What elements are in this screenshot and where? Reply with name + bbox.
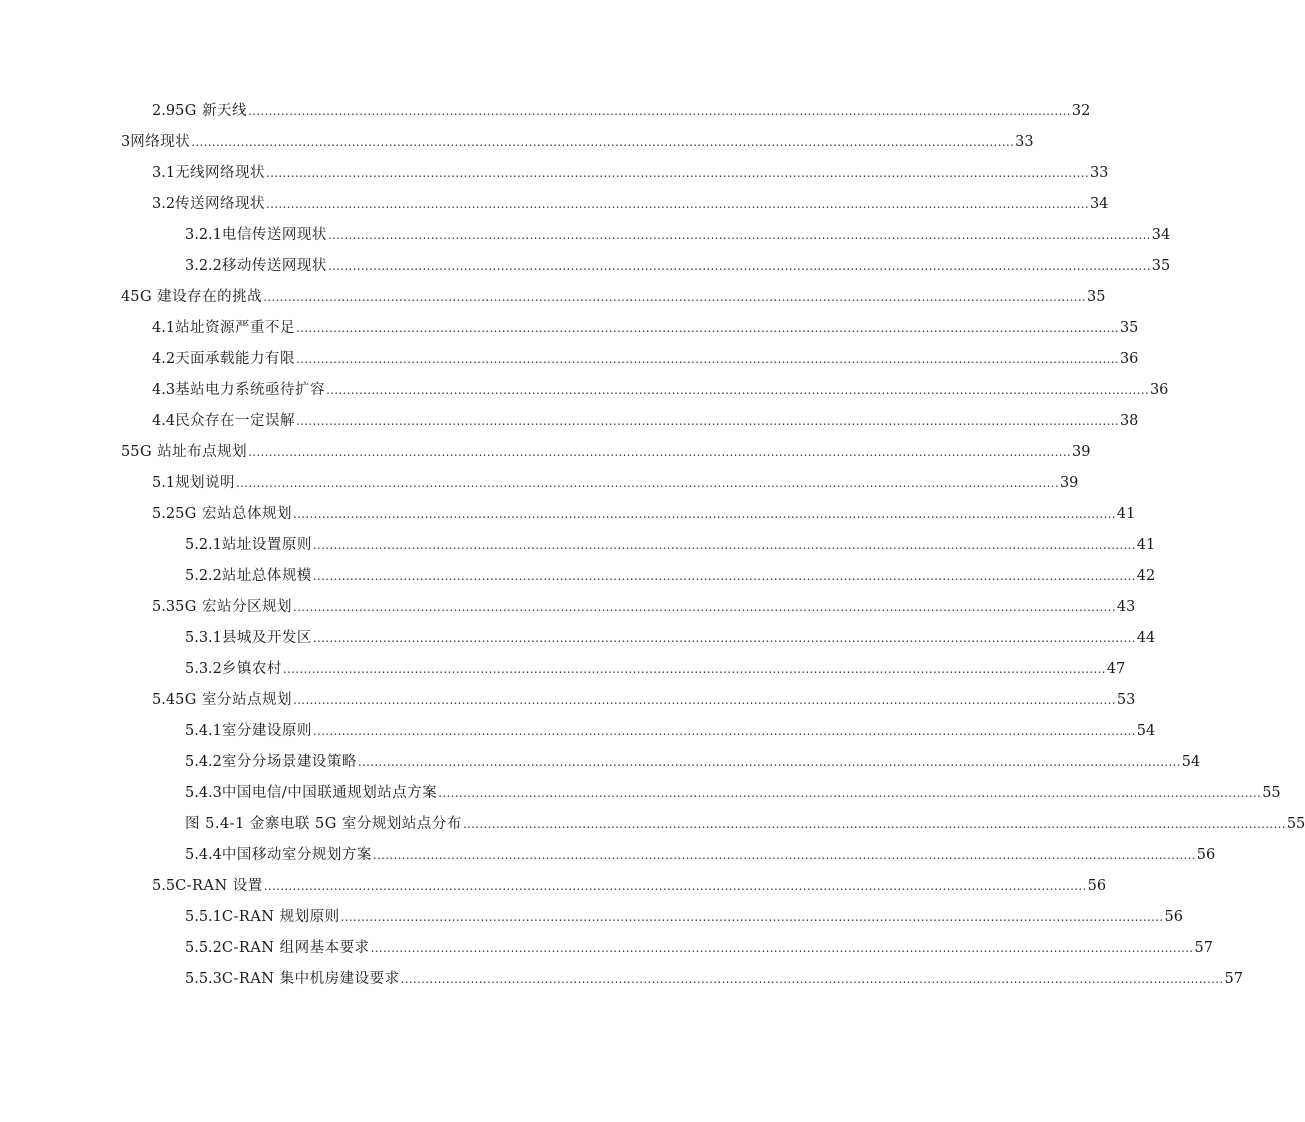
toc-entry-number: 4: [121, 289, 131, 305]
toc-entry-title: 5G 站址布点规划: [130, 444, 248, 460]
toc-entry[interactable]: [0, 902, 1183, 933]
toc-entry-page: 53: [1116, 692, 1136, 708]
toc-entry-page: 33: [1015, 134, 1034, 150]
toc-dot-leader: ........................................................................................................................................................................................................: [247, 104, 1071, 118]
toc-entry-page: 47: [1106, 661, 1126, 677]
toc-entry-number: 4.3: [152, 382, 176, 398]
toc-entry[interactable]: [0, 871, 1107, 902]
toc-dot-leader: ........................................................................................................................................................................................................: [191, 135, 1015, 149]
toc-entry[interactable]: [0, 313, 1139, 344]
toc-entry-number: 5.4: [152, 692, 176, 708]
toc-entry-page: 42: [1136, 568, 1156, 584]
toc-entry[interactable]: [0, 406, 1139, 437]
toc-entry-number: 5.2: [152, 506, 176, 522]
toc-entry-title: 中国移动室分规划方案: [221, 847, 372, 863]
toc-entry-number: 2.9: [152, 103, 176, 119]
toc-entry-page: 57: [1224, 971, 1243, 987]
toc-dot-leader: ........................................................................................................................................................................................................: [340, 910, 1164, 924]
toc-entry-page: 35: [1151, 258, 1171, 274]
toc-entry-page: 32: [1071, 103, 1091, 119]
toc-entry-title: 站址资源严重不足: [175, 320, 296, 336]
toc-entry-number: 5.4.2: [185, 754, 222, 770]
toc-entry[interactable]: [0, 840, 1216, 871]
toc-entry-page: 41: [1116, 506, 1136, 522]
toc-entry-number: 5.3: [152, 599, 176, 615]
toc-entry-number: 3.2.2: [185, 258, 222, 274]
toc-entry-title: 站址设置原则: [221, 537, 312, 553]
toc-entry-number: 4.4: [152, 413, 176, 429]
toc-entry-page: 57: [1194, 940, 1213, 956]
toc-entry-number: 5.4.3: [185, 785, 222, 801]
toc-dot-leader: ........................................................................................................................................................................................................: [296, 321, 1119, 335]
toc-dot-leader: ........................................................................................................................................................................................................: [296, 352, 1119, 366]
toc-entry-page: 55: [1262, 785, 1281, 801]
toc-entry-title: 中国电信/中国联通规划站点方案: [221, 785, 438, 801]
toc-entry-page: 54: [1181, 754, 1201, 770]
toc-dot-leader: ........................................................................................................................................................................................................: [370, 941, 1194, 955]
toc-dot-leader: ........................................................................................................................................................................................................: [263, 290, 1087, 304]
toc-dot-leader: ........................................................................................................................................................................................................: [266, 166, 1089, 180]
toc-dot-leader: ........................................................................................................................................................................................................: [462, 817, 1286, 831]
toc-dot-leader: ........................................................................................................................................................................................................: [327, 228, 1151, 242]
toc-entry-number: 5: [121, 444, 131, 460]
toc-entry-number: 5.1: [152, 475, 176, 491]
toc-entry-page: 54: [1136, 723, 1156, 739]
toc-entry-title: 5G 宏站总体规划: [175, 506, 292, 522]
toc-dot-leader: ........................................................................................................................................................................................................: [263, 879, 1087, 893]
toc-entry-number: 5.2.2: [185, 568, 222, 584]
toc-entry[interactable]: [0, 592, 1136, 623]
toc-figure-entry[interactable]: [0, 809, 1305, 840]
toc-entry-page: 43: [1116, 599, 1136, 615]
toc-entry-number: 3.1: [152, 165, 176, 181]
toc-entry-title: 站址总体规模: [221, 568, 312, 584]
toc-entry-number: 3.2.1: [185, 227, 222, 243]
toc-entry[interactable]: [0, 127, 1034, 158]
toc-dot-leader: ........................................................................................................................................................................................................: [292, 600, 1116, 614]
toc-entry-title: 图 5.4-1 金寨电联 5G 室分规划站点分布: [185, 816, 462, 832]
toc-dot-leader: ........................................................................................................................................................................................................: [292, 507, 1116, 521]
toc-entry-number: 3.2: [152, 196, 176, 212]
toc-entry[interactable]: [0, 716, 1156, 747]
toc-entry-title: 移动传送网现状: [221, 258, 327, 274]
toc-entry-number: 5.5.1: [185, 909, 222, 925]
toc-dot-leader: ........................................................................................................................................................................................................: [312, 724, 1136, 738]
toc-entry[interactable]: [0, 561, 1156, 592]
toc-entry[interactable]: [0, 778, 1281, 809]
toc-entry-number: 5.5.3: [185, 971, 222, 987]
toc-entry-title: 5G 建设存在的挑战: [130, 289, 263, 305]
toc-entry-title: 基站电力系统亟待扩容: [175, 382, 326, 398]
toc-entry[interactable]: [0, 964, 1243, 995]
toc-entry[interactable]: [0, 375, 1169, 406]
toc-entry[interactable]: [0, 344, 1139, 375]
toc-entry[interactable]: [0, 933, 1213, 964]
toc-entry-title: 室分分场景建设策略: [221, 754, 357, 770]
toc-dot-leader: ........................................................................................................................................................................................................: [326, 383, 1149, 397]
toc-dot-leader: ........................................................................................................................................................................................................: [236, 476, 1059, 490]
toc-entry-title: 天面承载能力有限: [175, 351, 296, 367]
toc-entry-title: 县城及开发区: [221, 630, 312, 646]
toc-entry-number: 5.5.2: [185, 940, 222, 956]
toc-dot-leader: ........................................................................................................................................................................................................: [438, 786, 1262, 800]
toc-entry-title: C-RAN 组网基本要求: [221, 940, 370, 956]
toc-dot-leader: ........................................................................................................................................................................................................: [282, 662, 1106, 676]
toc-entry-title: 5G 新天线: [175, 103, 247, 119]
toc-entry[interactable]: [0, 96, 1091, 127]
toc-dot-leader: ........................................................................................................................................................................................................: [357, 755, 1181, 769]
toc-entry[interactable]: [0, 189, 1109, 220]
toc-entry-page: 56: [1087, 878, 1107, 894]
toc-entry-number: 4.1: [152, 320, 176, 336]
toc-entry-page: 38: [1119, 413, 1139, 429]
toc-entry-page: 34: [1151, 227, 1171, 243]
toc-entry[interactable]: [0, 282, 1106, 313]
toc-entry-title: 乡镇农村: [221, 661, 282, 677]
toc-dot-leader: ........................................................................................................................................................................................................: [292, 693, 1116, 707]
toc-entry-number: 4.2: [152, 351, 176, 367]
toc-entry-page: 39: [1059, 475, 1079, 491]
toc-entry-title: 民众存在一定误解: [175, 413, 296, 429]
toc-entry-title: C-RAN 设置: [175, 878, 263, 894]
toc-entry-number: 5.4.1: [185, 723, 222, 739]
toc-dot-leader: ........................................................................................................................................................................................................: [312, 631, 1136, 645]
table-of-contents: [0, 96, 1305, 995]
toc-entry-number: 5.5: [152, 878, 176, 894]
toc-entry-page: 34: [1089, 196, 1109, 212]
toc-entry[interactable]: [0, 685, 1136, 716]
toc-entry-title: 5G 室分站点规划: [175, 692, 292, 708]
toc-entry-title: 室分建设原则: [221, 723, 312, 739]
toc-entry-number: 5.3.1: [185, 630, 222, 646]
toc-entry[interactable]: [0, 747, 1201, 778]
toc-entry-number: 5.3.2: [185, 661, 222, 677]
toc-dot-leader: ........................................................................................................................................................................................................: [372, 848, 1196, 862]
toc-entry-page: 56: [1196, 847, 1216, 863]
toc-dot-leader: ........................................................................................................................................................................................................: [312, 569, 1136, 583]
toc-entry[interactable]: [0, 530, 1156, 561]
toc-entry-title: 规划说明: [175, 475, 236, 491]
toc-entry-page: 33: [1089, 165, 1109, 181]
toc-entry-title: 传送网络现状: [175, 196, 266, 212]
toc-entry-page: 36: [1149, 382, 1169, 398]
toc-entry-title: C-RAN 规划原则: [221, 909, 340, 925]
toc-entry-number: 5.4.4: [185, 847, 222, 863]
toc-entry[interactable]: [0, 654, 1126, 685]
toc-entry-page: 55: [1286, 816, 1305, 832]
toc-entry-page: 39: [1072, 444, 1091, 460]
toc-entry[interactable]: [0, 220, 1171, 251]
toc-entry[interactable]: [0, 251, 1171, 282]
toc-dot-leader: ........................................................................................................................................................................................................: [248, 445, 1072, 459]
toc-entry-page: 35: [1119, 320, 1139, 336]
toc-entry[interactable]: [0, 623, 1156, 654]
toc-entry-page: 44: [1136, 630, 1156, 646]
toc-entry-title: 网络现状: [130, 134, 191, 150]
toc-entry[interactable]: [0, 468, 1079, 499]
toc-entry-number: 5.2.1: [185, 537, 222, 553]
toc-dot-leader: ........................................................................................................................................................................................................: [266, 197, 1089, 211]
toc-entry-number: 3: [121, 134, 131, 150]
toc-dot-leader: ........................................................................................................................................................................................................: [312, 538, 1136, 552]
toc-dot-leader: ........................................................................................................................................................................................................: [296, 414, 1119, 428]
toc-dot-leader: ........................................................................................................................................................................................................: [400, 972, 1224, 986]
toc-entry-title: C-RAN 集中机房建设要求: [221, 971, 400, 987]
toc-entry-title: 电信传送网现状: [221, 227, 327, 243]
toc-entry[interactable]: [0, 158, 1109, 189]
toc-entry-title: 无线网络现状: [175, 165, 266, 181]
toc-dot-leader: ........................................................................................................................................................................................................: [327, 259, 1151, 273]
toc-entry-page: 56: [1164, 909, 1183, 925]
toc-entry-page: 41: [1136, 537, 1156, 553]
toc-entry[interactable]: [0, 499, 1136, 530]
toc-entry-page: 36: [1119, 351, 1139, 367]
toc-entry[interactable]: [0, 437, 1091, 468]
toc-entry-title: 5G 宏站分区规划: [175, 599, 292, 615]
toc-entry-page: 35: [1087, 289, 1106, 305]
